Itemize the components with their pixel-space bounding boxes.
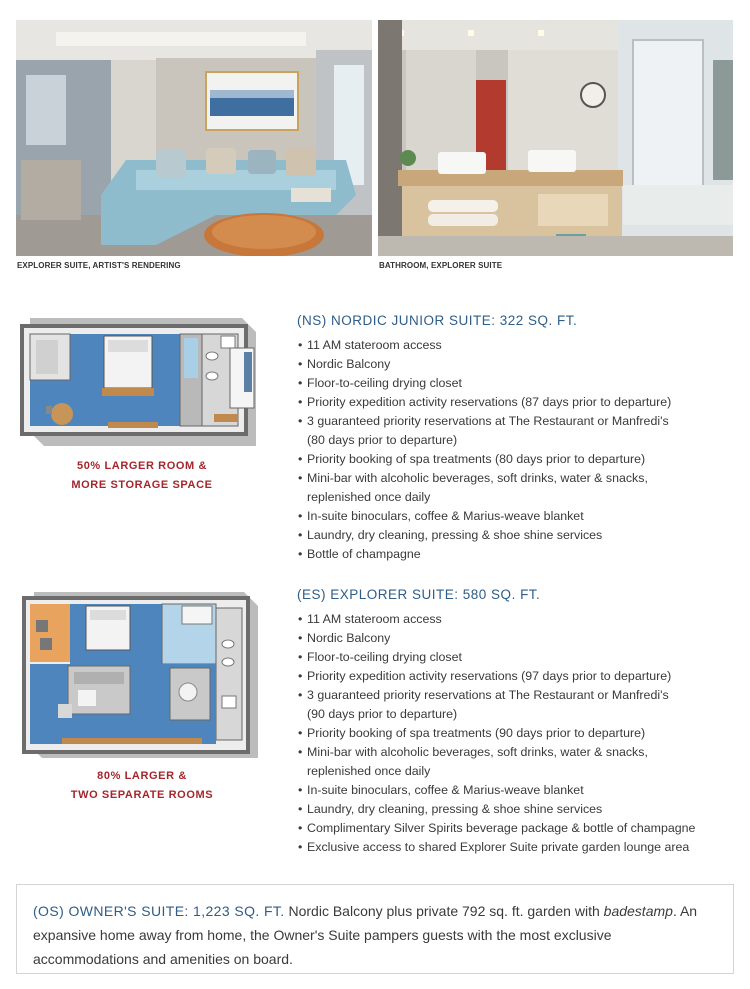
- os-desc-italic: badestamp: [603, 903, 673, 919]
- ns-feature-item: • Laundry, dry cleaning, pressing & shoe shine services: [297, 526, 737, 545]
- ns-note-line1: 50% LARGER ROOM &: [77, 460, 207, 472]
- ns-feature-item: • 3 guaranteed priority reservations at The Restaurant or Manfredi's (80 days prior to departure): [297, 412, 737, 450]
- nordic-junior-suite-section: [297, 312, 737, 564]
- explorer-suite-living-photo: [16, 20, 372, 256]
- es-feature-item: • Laundry, dry cleaning, pressing & shoe shine services: [297, 800, 737, 819]
- ns-note-line2: MORE STORAGE SPACE: [71, 479, 213, 491]
- es-feature-item: • Nordic Balcony: [297, 629, 737, 648]
- es-feature-item: • 3 guaranteed priority reservations at The Restaurant or Manfredi's (90 days prior to departure): [297, 686, 737, 724]
- es-feature-item: • Priority booking of spa treatments (90 days prior to departure): [297, 724, 737, 743]
- ns-feature-item: • Priority booking of spa treatments (80 days prior to departure): [297, 450, 737, 469]
- living-photo-caption: EXPLORER SUITE, ARTIST'S RENDERING: [17, 261, 181, 270]
- living-room-illustration: [16, 20, 372, 256]
- os-title: (OS) OWNER'S SUITE: 1,223 SQ. FT.: [33, 903, 285, 919]
- nordic-junior-suite-floorplan: [16, 318, 268, 448]
- ns-floorplan-drawing: [16, 318, 268, 448]
- es-feature-item: • Floor-to-ceiling drying closet: [297, 648, 737, 667]
- es-floorplan-drawing: [22, 592, 262, 760]
- ns-feature-item: • 11 AM stateroom access: [297, 336, 737, 355]
- os-desc-part2: . An expansive home away from home, the Owner's Suite pampers guests with the most exclusive accommodations and amenities on board.: [33, 903, 698, 967]
- es-floorplan-note: [17, 767, 267, 805]
- es-note-line1: 80% LARGER &: [97, 770, 187, 782]
- os-desc-part1: Nordic Balcony plus private 792 sq. ft. garden with: [284, 903, 604, 919]
- ns-floorplan-note: [17, 457, 267, 495]
- ns-feature-item: • In-suite binoculars, coffee & Marius-weave blanket: [297, 507, 737, 526]
- ns-feature-item: • Priority expedition activity reservations (87 days prior to departure): [297, 393, 737, 412]
- ns-feature-list: [297, 336, 737, 564]
- explorer-suite-floorplan: [22, 592, 262, 760]
- ns-feature-item: • Bottle of champagne: [297, 545, 737, 564]
- ns-feature-item: • Mini-bar with alcoholic beverages, soft drinks, water & snacks, replenished once daily: [297, 469, 737, 507]
- ns-feature-item: • Floor-to-ceiling drying closet: [297, 374, 737, 393]
- es-title: (ES) EXPLORER SUITE: 580 SQ. FT.: [297, 587, 541, 602]
- bathroom-photo-caption: BATHROOM, EXPLORER SUITE: [379, 261, 503, 270]
- es-feature-item: • In-suite binoculars, coffee & Marius-weave blanket: [297, 781, 737, 800]
- es-feature-list: [297, 610, 737, 857]
- es-feature-item: • Complimentary Silver Spirits beverage package & bottle of champagne: [297, 819, 737, 838]
- es-feature-item: • Mini-bar with alcoholic beverages, soft drinks, water & snacks, replenished once daily: [297, 743, 737, 781]
- ns-feature-item: • Nordic Balcony: [297, 355, 737, 374]
- explorer-suite-bathroom-photo: [378, 20, 733, 256]
- owners-suite-box: [16, 884, 734, 974]
- es-feature-item: • Priority expedition activity reservations (97 days prior to departure): [297, 667, 737, 686]
- bathroom-illustration: [378, 20, 733, 256]
- es-feature-item: • Exclusive access to shared Explorer Suite private garden lounge area: [297, 838, 737, 857]
- es-note-line2: TWO SEPARATE ROOMS: [70, 789, 214, 801]
- ns-title: (NS) NORDIC JUNIOR SUITE: 322 SQ. FT.: [297, 313, 578, 328]
- es-feature-item: • 11 AM stateroom access: [297, 610, 737, 629]
- explorer-suite-section: [297, 586, 737, 857]
